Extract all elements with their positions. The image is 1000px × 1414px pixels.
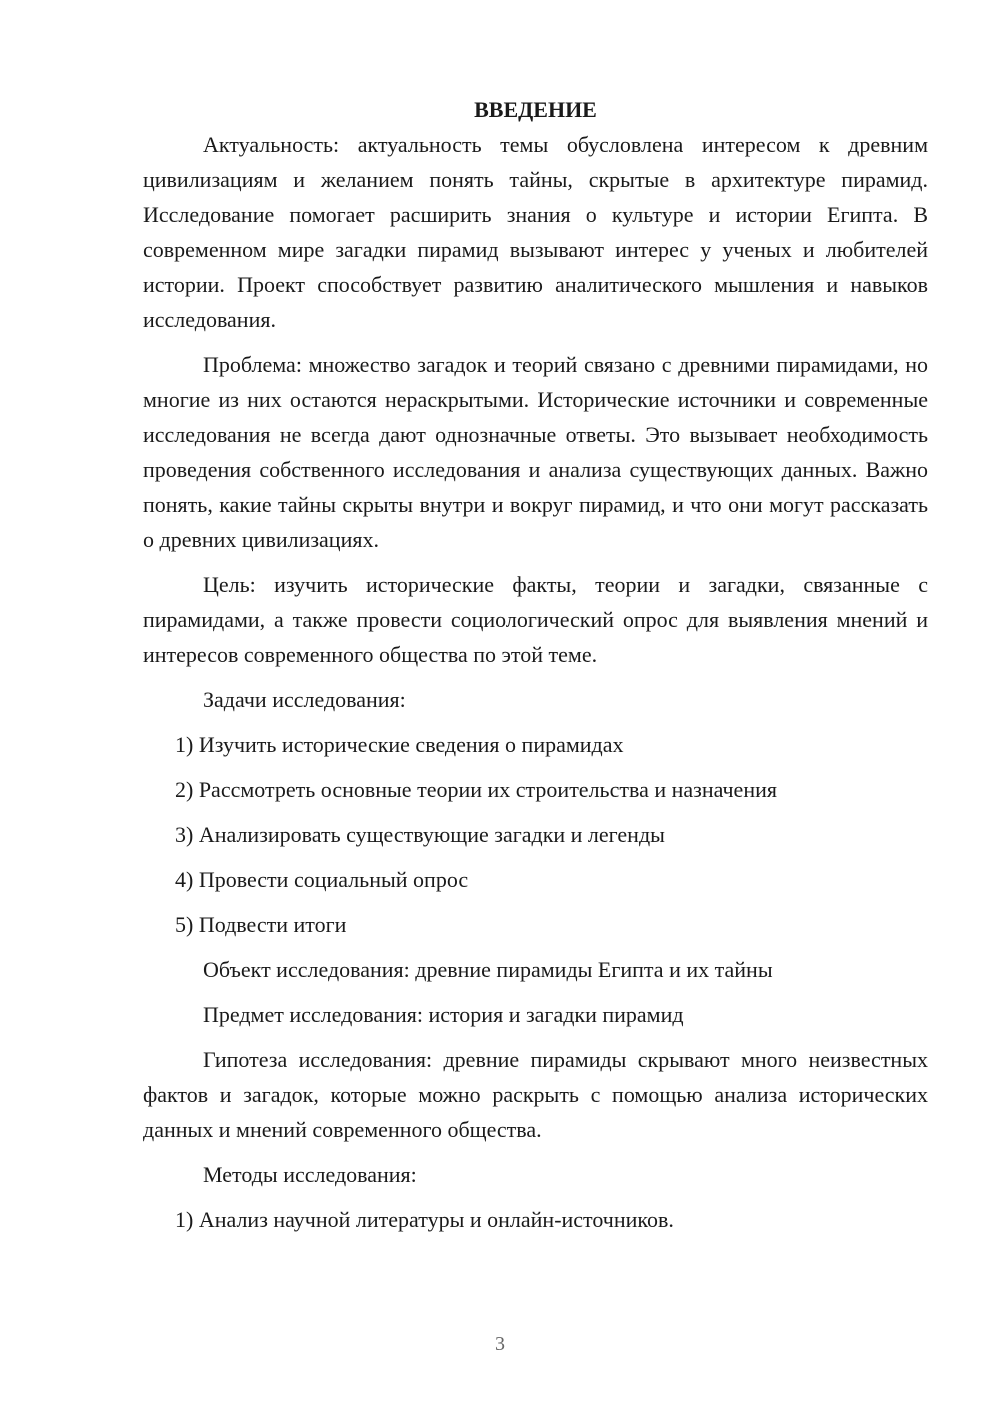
list-item: 5) Подвести итоги [175, 912, 347, 937]
list-item: 2) Рассмотреть основные теории их строительства и назначения [175, 777, 777, 802]
list-item: 4) Провести социальный опрос [175, 867, 469, 892]
document-page [143, 92, 928, 1247]
page-number: 3 [495, 1333, 505, 1355]
methods-heading: Методы исследования: [203, 1162, 417, 1187]
goal-paragraph: Цель: изучить исторические факты, теории и загадки, связанные с пирамидами, а также провести социологический опрос для выявления мнений и интересов современного общества по этой теме. [143, 572, 928, 667]
list-item: 3) Анализировать существующие загадки и легенды [175, 822, 665, 847]
subject-line: Предмет исследования: история и загадки пирамид [203, 1002, 684, 1027]
hypothesis-paragraph: Гипотеза исследования: древние пирамиды скрывают много неизвестных фактов и загадок, которые можно раскрыть с помощью анализа исторических данных и мнений современного общества. [143, 1047, 928, 1142]
problem-paragraph: Проблема: множество загадок и теорий связано с древними пирамидами, но многие из них остаются нераскрытыми. Исторические источники и современные исследования не всегда дают однозначные ответы. Это вызывает необходимость проведения собственного исследования и анализа существующих данных. Важно понять, какие тайны скрыты внутри и вокруг пирамид, и что они могут рассказать о древних цивилизациях. [143, 352, 928, 552]
tasks-heading: Задачи исследования: [203, 687, 406, 712]
methods-list [143, 1202, 928, 1237]
page-title: ВВЕДЕНИЕ [474, 97, 597, 122]
list-item: 1) Изучить исторические сведения о пирамидах [175, 732, 624, 757]
relevance-paragraph: Актуальность: актуальность темы обусловлена интересом к древним цивилизациям и желанием понять тайны, скрытые в архитектуре пирамид. Исследование помогает расширить знания о культуре и истории Египта. В современном мире загадки пирамид вызывают интерес у ученых и любителей истории. Проект способствует развитию аналитического мышления и навыков исследования. [143, 132, 928, 332]
tasks-list [143, 727, 928, 942]
object-line: Объект исследования: древние пирамиды Египта и их тайны [203, 957, 773, 982]
list-item: 1) Анализ научной литературы и онлайн-источников. [175, 1207, 674, 1232]
